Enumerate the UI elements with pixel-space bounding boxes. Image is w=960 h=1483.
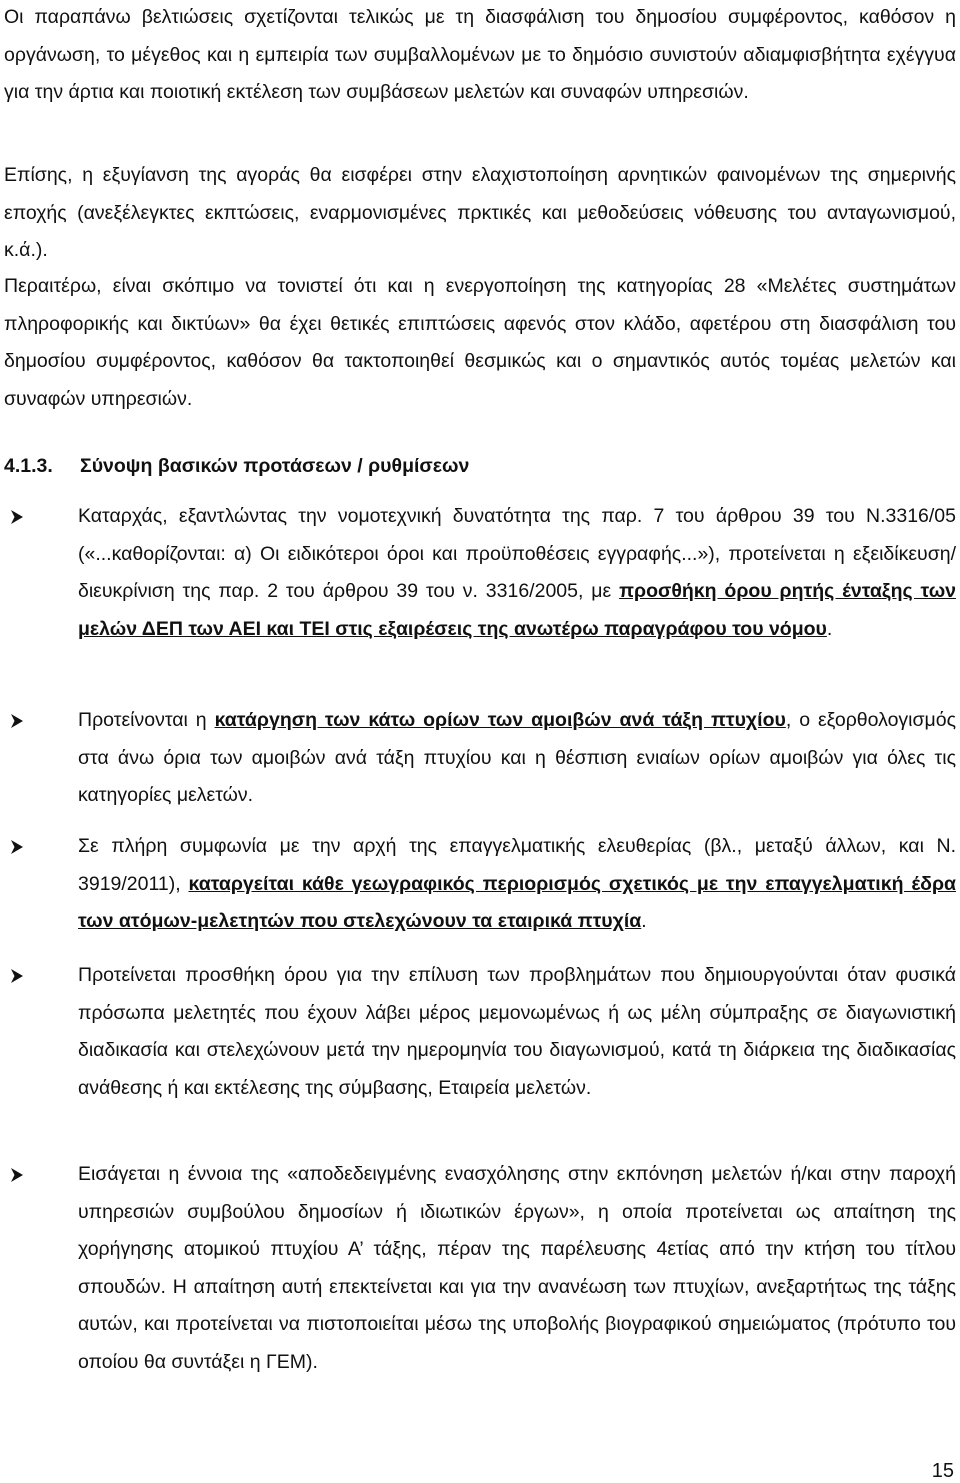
- bullet-item-4: [4, 957, 956, 1107]
- arrowhead-bullet-icon: [4, 1156, 68, 1194]
- arrowhead-bullet-icon: [4, 498, 68, 536]
- bullet-text: Σε πλήρη συμφωνία με την αρχή της επαγγελματικής ελευθερίας (βλ., μεταξύ άλλων, και Ν. 3919/2011), καταργείται κάθε γεωγραφικός περιορισμός σχετικός με την επαγγελματική έδρα των ατόμων-μελετητών που στελεχώνουν τα εταιρικά πτυχία.: [78, 835, 956, 933]
- emphasis-text: κατάργηση των κάτω ορίων των αμοιβών ανά τάξη πτυχίου: [214, 709, 786, 731]
- bullet-item-1: [4, 498, 956, 648]
- arrowhead-bullet-icon: [4, 957, 68, 995]
- bullet-text: Εισάγεται η έννοια της «αποδεδειγμένης ενασχόλησης στην εκπόνηση μελετών ή/και στην παροχή υπηρεσιών συμβούλου δημοσίων ή ιδιωτικών έργων», η οποία προτείνεται ως απαίτηση της χορήγησης ατομικού πτυχίου Α’ τάξης, πέραν της παρέλευσης 4ετίας από την κτήση του τίτλου σπουδών. Η απαίτηση αυτή επεκτείνεται και για την ανανέωση των πτυχίων, ανεξαρτήτως της τάξης αυτών, και προτείνεται να πιστοποιείται μέσω της υποβολής βιογραφικού σημειώματος (πρότυπο του οποίου θα συντάξει η ΓΕΜ).: [78, 1163, 956, 1373]
- section-title: Σύνοψη βασικών προτάσεων / ρυθμίσεων: [80, 455, 470, 477]
- paragraph-1: Οι παραπάνω βελτιώσεις σχετίζονται τελικώς με τη διασφάλιση του δημοσίου συμφέροντος, καθόσον η οργάνωση, το μέγεθος και η εμπειρία των συμβαλλομένων με το δημόσιο συνιστούν αδιαμφισβήτητα εχέγγυα για την άρτια και ποιοτική εκτέλεση των συμβάσεων μελετών και συναφών υπηρεσιών.: [4, 6, 956, 104]
- emphasis-text: προσθήκη όρου ρητής ένταξης των μελών ΔΕΠ των ΑΕΙ και ΤΕΙ στις εξαιρέσεις της ανωτέρω παραγράφου του νόμου: [78, 580, 957, 640]
- emphasis-text: καταργείται κάθε γεωγραφικός περιορισμός σχετικός με την επαγγελματική έδρα των ατόμων-μελετητών που στελεχώνουν τα εταιρικά πτυχία: [78, 872, 956, 933]
- section-number: 4.1.3.: [4, 455, 53, 477]
- bullet-item-2: [4, 702, 956, 815]
- paragraph-2: Επίσης, η εξυγίανση της αγοράς θα εισφέρει στην ελαχιστοποίηση αρνητικών φαινομένων της σημερινής εποχής (ανεξέλεγκτες εκπτώσεις, εναρμονισμένες πρκτικές και μεθοδεύσεις νόθευσης του ανταγωνισμού, κ.ά.).: [4, 164, 956, 262]
- section-heading: [4, 448, 469, 486]
- bullet-text: Καταρχάς, εξαντλώντας την νομοτεχνική δυνατότητα της παρ. 7 του άρθρου 39 του Ν.3316/05 («...καθορίζονται: α) Οι ειδικότεροι όροι και προϋποθέσεις εγγραφής...»), προτείνεται η εξειδίκευση/διευκρίνιση της παρ. 2 του άρθρου 39 του ν. 3316/2005, με προσθήκη όρου ρητής ένταξης των μελών ΔΕΠ των ΑΕΙ και ΤΕΙ στις εξαιρέσεις της ανωτέρω παραγράφου του νόμου.: [78, 505, 957, 640]
- bullet-text: Προτείνονται η κατάργηση των κάτω ορίων των αμοιβών ανά τάξη πτυχίου, ο εξορθολογισμός στα άνω όρια των αμοιβών ανά τάξη πτυχίου και η θέσπιση ενιαίων ορίων αμοιβών για όλες τις κατηγορίες μελετών.: [78, 709, 957, 807]
- bullet-text: Προτείνεται προσθήκη όρου για την επίλυση των προβλημάτων που δημιουργούνται όταν φυσικά πρόσωπα μελετητές που έχουν λάβει μέρος μεμονωμένως ή ως μέλη σύμπραξης σε διαγωνιστική διαδικασία και στελεχώνουν μετά την ημερομηνία του διαγωνισμού, κατά τη διάρκεια της διαδικασίας ανάθεσης ή και εκτέλεσης της σύμβασης, Εταιρεία μελετών.: [78, 964, 956, 1099]
- page-number: 15: [931, 1460, 954, 1482]
- bullet-item-5: [4, 1156, 956, 1382]
- arrowhead-bullet-icon: [4, 702, 68, 740]
- arrowhead-bullet-icon: [4, 828, 68, 866]
- paragraph-3: Περαιτέρω, είναι σκόπιμο να τονιστεί ότι και η ενεργοποίηση της κατηγορίας 28 «Μελέτες συστημάτων πληροφορικής και δικτύων» θα έχει θετικές επιπτώσεις αφενός στον κλάδο, αφετέρου στη διασφάλιση του δημοσίου συμφέροντος, καθόσον θα τακτοποιηθεί θεσμικώς και ο σημαντικός αυτός τομέας μελετών και συναφών υπηρεσιών.: [4, 275, 956, 410]
- bullet-item-3: [4, 828, 956, 941]
